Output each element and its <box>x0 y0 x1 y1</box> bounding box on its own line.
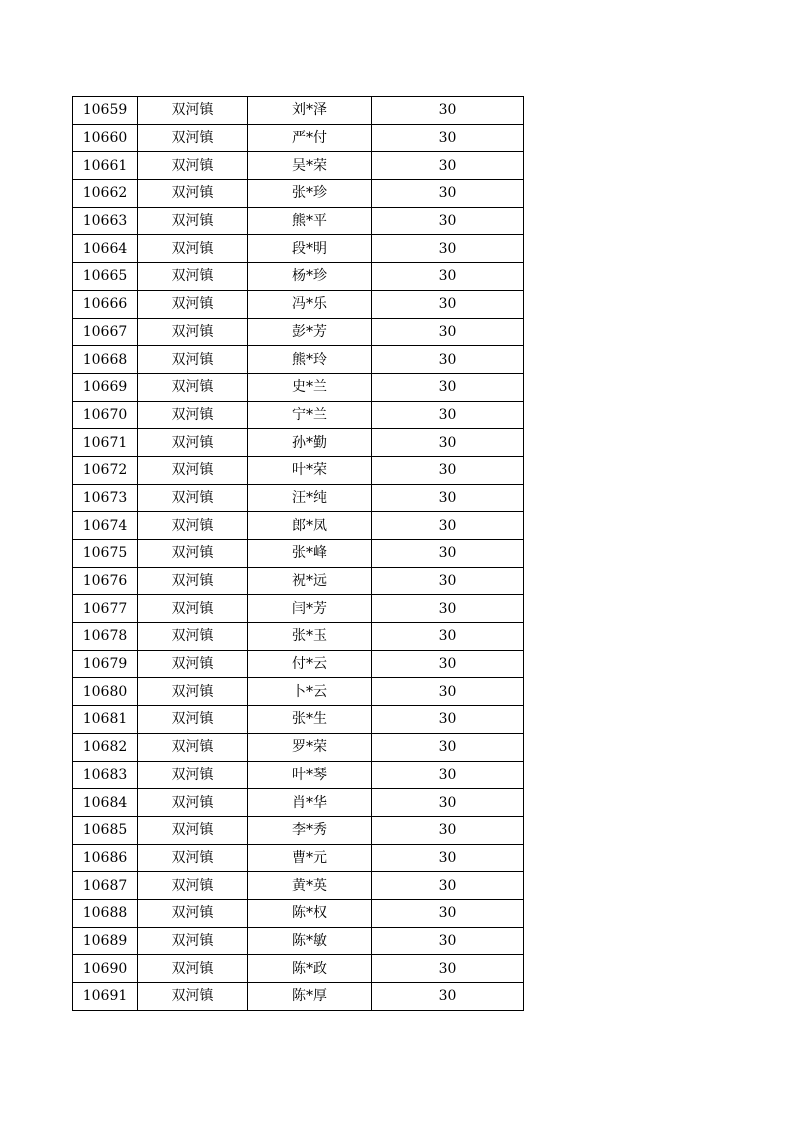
cell-town: 双河镇 <box>138 207 248 235</box>
cell-amount: 30 <box>372 733 524 761</box>
cell-id: 10667 <box>73 318 138 346</box>
table-row <box>73 373 524 401</box>
cell-amount: 30 <box>372 650 524 678</box>
table-row <box>73 346 524 374</box>
cell-town: 双河镇 <box>138 733 248 761</box>
cell-name: 闫*芳 <box>248 595 372 623</box>
cell-amount: 30 <box>372 955 524 983</box>
table-row <box>73 512 524 540</box>
cell-amount: 30 <box>372 207 524 235</box>
cell-id: 10666 <box>73 290 138 318</box>
cell-amount: 30 <box>372 318 524 346</box>
cell-name: 叶*琴 <box>248 761 372 789</box>
cell-amount: 30 <box>372 235 524 263</box>
cell-id: 10686 <box>73 844 138 872</box>
cell-town: 双河镇 <box>138 484 248 512</box>
cell-name: 彭*芳 <box>248 318 372 346</box>
cell-town: 双河镇 <box>138 983 248 1011</box>
table-row <box>73 263 524 291</box>
cell-id: 10670 <box>73 401 138 429</box>
cell-town: 双河镇 <box>138 346 248 374</box>
cell-id: 10681 <box>73 706 138 734</box>
cell-name: 陈*政 <box>248 955 372 983</box>
table-row <box>73 761 524 789</box>
cell-id: 10674 <box>73 512 138 540</box>
cell-amount: 30 <box>372 706 524 734</box>
cell-town: 双河镇 <box>138 263 248 291</box>
cell-town: 双河镇 <box>138 623 248 651</box>
table-row <box>73 623 524 651</box>
cell-amount: 30 <box>372 678 524 706</box>
table-row <box>73 927 524 955</box>
cell-name: 张*峰 <box>248 540 372 568</box>
table-row <box>73 207 524 235</box>
cell-town: 双河镇 <box>138 290 248 318</box>
cell-id: 10685 <box>73 816 138 844</box>
cell-name: 刘*泽 <box>248 97 372 125</box>
cell-amount: 30 <box>372 180 524 208</box>
cell-name: 陈*厚 <box>248 983 372 1011</box>
table-row <box>73 429 524 457</box>
cell-id: 10662 <box>73 180 138 208</box>
cell-town: 双河镇 <box>138 844 248 872</box>
table-row <box>73 872 524 900</box>
cell-name: 段*明 <box>248 235 372 263</box>
cell-id: 10672 <box>73 456 138 484</box>
cell-amount: 30 <box>372 263 524 291</box>
cell-town: 双河镇 <box>138 927 248 955</box>
cell-id: 10680 <box>73 678 138 706</box>
cell-name: 郎*凤 <box>248 512 372 540</box>
cell-name: 曹*元 <box>248 844 372 872</box>
cell-id: 10659 <box>73 97 138 125</box>
cell-id: 10676 <box>73 567 138 595</box>
cell-town: 双河镇 <box>138 97 248 125</box>
cell-amount: 30 <box>372 456 524 484</box>
table-row <box>73 789 524 817</box>
cell-name: 李*秀 <box>248 816 372 844</box>
cell-town: 双河镇 <box>138 152 248 180</box>
cell-amount: 30 <box>372 484 524 512</box>
cell-name: 孙*勤 <box>248 429 372 457</box>
table-row <box>73 844 524 872</box>
table-row <box>73 124 524 152</box>
table-row <box>73 152 524 180</box>
cell-amount: 30 <box>372 789 524 817</box>
cell-id: 10675 <box>73 540 138 568</box>
cell-id: 10679 <box>73 650 138 678</box>
cell-name: 吴*荣 <box>248 152 372 180</box>
cell-id: 10668 <box>73 346 138 374</box>
cell-name: 肖*华 <box>248 789 372 817</box>
cell-name: 熊*玲 <box>248 346 372 374</box>
cell-amount: 30 <box>372 567 524 595</box>
cell-id: 10660 <box>73 124 138 152</box>
cell-id: 10663 <box>73 207 138 235</box>
cell-town: 双河镇 <box>138 373 248 401</box>
cell-name: 罗*荣 <box>248 733 372 761</box>
cell-amount: 30 <box>372 872 524 900</box>
cell-id: 10664 <box>73 235 138 263</box>
cell-id: 10688 <box>73 899 138 927</box>
cell-amount: 30 <box>372 595 524 623</box>
cell-id: 10689 <box>73 927 138 955</box>
cell-id: 10682 <box>73 733 138 761</box>
table-row <box>73 235 524 263</box>
cell-name: 叶*荣 <box>248 456 372 484</box>
cell-name: 祝*远 <box>248 567 372 595</box>
table-row <box>73 540 524 568</box>
cell-name: 张*玉 <box>248 623 372 651</box>
table-body <box>73 97 524 1011</box>
cell-town: 双河镇 <box>138 401 248 429</box>
cell-amount: 30 <box>372 97 524 125</box>
cell-amount: 30 <box>372 927 524 955</box>
cell-town: 双河镇 <box>138 706 248 734</box>
cell-id: 10677 <box>73 595 138 623</box>
table-row <box>73 97 524 125</box>
cell-name: 史*兰 <box>248 373 372 401</box>
table-row <box>73 733 524 761</box>
cell-town: 双河镇 <box>138 429 248 457</box>
cell-amount: 30 <box>372 844 524 872</box>
table-row <box>73 983 524 1011</box>
cell-name: 卜*云 <box>248 678 372 706</box>
cell-id: 10684 <box>73 789 138 817</box>
table-row <box>73 456 524 484</box>
cell-town: 双河镇 <box>138 456 248 484</box>
cell-id: 10690 <box>73 955 138 983</box>
cell-name: 张*生 <box>248 706 372 734</box>
table-row <box>73 899 524 927</box>
cell-town: 双河镇 <box>138 789 248 817</box>
cell-town: 双河镇 <box>138 540 248 568</box>
cell-id: 10691 <box>73 983 138 1011</box>
cell-amount: 30 <box>372 124 524 152</box>
cell-id: 10678 <box>73 623 138 651</box>
cell-name: 汪*纯 <box>248 484 372 512</box>
table-row <box>73 180 524 208</box>
cell-amount: 30 <box>372 346 524 374</box>
table-row <box>73 484 524 512</box>
cell-amount: 30 <box>372 290 524 318</box>
cell-id: 10687 <box>73 872 138 900</box>
cell-town: 双河镇 <box>138 955 248 983</box>
cell-town: 双河镇 <box>138 678 248 706</box>
cell-name: 付*云 <box>248 650 372 678</box>
cell-town: 双河镇 <box>138 872 248 900</box>
cell-amount: 30 <box>372 373 524 401</box>
table-row <box>73 318 524 346</box>
table-row <box>73 955 524 983</box>
cell-name: 黄*英 <box>248 872 372 900</box>
table-row <box>73 290 524 318</box>
cell-town: 双河镇 <box>138 899 248 927</box>
cell-town: 双河镇 <box>138 595 248 623</box>
cell-amount: 30 <box>372 761 524 789</box>
data-table <box>72 96 524 1011</box>
cell-name: 冯*乐 <box>248 290 372 318</box>
table-row <box>73 567 524 595</box>
table-row <box>73 816 524 844</box>
cell-town: 双河镇 <box>138 124 248 152</box>
cell-amount: 30 <box>372 816 524 844</box>
cell-amount: 30 <box>372 512 524 540</box>
cell-town: 双河镇 <box>138 761 248 789</box>
cell-amount: 30 <box>372 540 524 568</box>
table-row <box>73 595 524 623</box>
cell-name: 严*付 <box>248 124 372 152</box>
cell-town: 双河镇 <box>138 567 248 595</box>
cell-amount: 30 <box>372 899 524 927</box>
cell-town: 双河镇 <box>138 816 248 844</box>
cell-town: 双河镇 <box>138 235 248 263</box>
cell-town: 双河镇 <box>138 318 248 346</box>
table-row <box>73 650 524 678</box>
cell-amount: 30 <box>372 152 524 180</box>
cell-amount: 30 <box>372 623 524 651</box>
cell-id: 10673 <box>73 484 138 512</box>
cell-name: 杨*珍 <box>248 263 372 291</box>
cell-town: 双河镇 <box>138 650 248 678</box>
table-row <box>73 401 524 429</box>
cell-name: 宁*兰 <box>248 401 372 429</box>
cell-id: 10671 <box>73 429 138 457</box>
cell-town: 双河镇 <box>138 512 248 540</box>
table-row <box>73 678 524 706</box>
cell-name: 熊*平 <box>248 207 372 235</box>
cell-name: 张*珍 <box>248 180 372 208</box>
cell-id: 10669 <box>73 373 138 401</box>
cell-amount: 30 <box>372 983 524 1011</box>
cell-town: 双河镇 <box>138 180 248 208</box>
cell-amount: 30 <box>372 429 524 457</box>
cell-id: 10665 <box>73 263 138 291</box>
cell-id: 10661 <box>73 152 138 180</box>
table-row <box>73 706 524 734</box>
cell-name: 陈*敏 <box>248 927 372 955</box>
cell-amount: 30 <box>372 401 524 429</box>
cell-id: 10683 <box>73 761 138 789</box>
cell-name: 陈*权 <box>248 899 372 927</box>
